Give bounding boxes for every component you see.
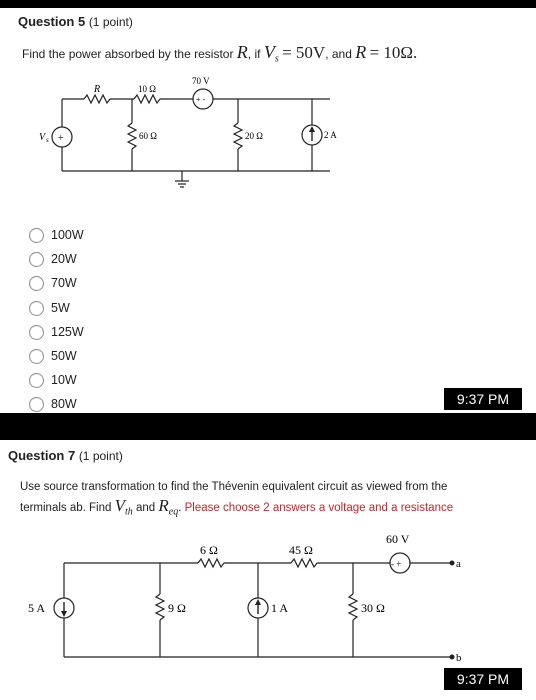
radio-button[interactable] — [29, 252, 44, 267]
q5-prompt: Find the power absorbed by the resistor R, if $V_s = 50V$, and R = 10Ω. — [22, 42, 418, 65]
label-6-ohm: 6 Ω — [200, 543, 218, 557]
resistor-9 — [156, 594, 164, 620]
radio-button[interactable] — [29, 276, 44, 291]
label-9-ohm: 9 Ω — [168, 601, 186, 615]
q5-title: Question 5 (1 point) — [18, 14, 133, 29]
top-bar — [0, 0, 536, 8]
label-60v: 60 V — [386, 532, 410, 546]
resistor-30 — [349, 594, 357, 620]
radio-button[interactable] — [29, 349, 44, 364]
radio-button[interactable] — [29, 325, 44, 340]
resistor-20 — [234, 123, 242, 149]
label-2a: 2 A — [324, 130, 337, 140]
resistor-6 — [198, 559, 224, 567]
label-30-ohm: 30 Ω — [361, 601, 385, 615]
label-vs: V — [39, 132, 46, 143]
terminal-a — [450, 561, 455, 566]
arrow-up-icon — [255, 599, 261, 605]
label-1a: 1 A — [271, 601, 289, 615]
label-5a: 5 A — [28, 601, 46, 615]
label-a: a — [456, 558, 461, 570]
option-100w[interactable]: 100W — [29, 225, 84, 245]
option-80w[interactable]: 80W — [29, 394, 77, 414]
radio-button[interactable] — [29, 301, 44, 316]
label-r: R — [94, 84, 101, 95]
arrow-down-icon — [61, 611, 67, 617]
label-20-ohm: 20 Ω — [245, 131, 263, 141]
timestamp: 9:37 PM — [444, 668, 522, 690]
radio-button[interactable] — [29, 397, 44, 412]
radio-button[interactable] — [29, 228, 44, 243]
option-50w[interactable]: 50W — [29, 346, 77, 366]
q7-instruction: Please choose 2 answers a voltage and a resistance — [184, 502, 454, 514]
resistor-10 — [134, 95, 160, 103]
q7-prompt-line2: terminals ab. Find $V_{th}$ and $R_{eq}$. Please choose 2 answers a voltage and a resistance — [20, 496, 454, 518]
q5-circuit-diagram — [30, 70, 350, 190]
label-45-ohm: 45 Ω — [289, 543, 313, 557]
source-polarity: - + — [391, 559, 402, 569]
q7-circuit-diagram — [20, 530, 470, 670]
resistor-60 — [128, 123, 136, 149]
label-10-ohm: 10 Ω — [138, 84, 156, 94]
screenshot-divider — [0, 413, 536, 440]
label-b: b — [456, 652, 462, 664]
q7-title: Question 7 (1 point) — [8, 448, 123, 463]
option-20w[interactable]: 20W — [29, 249, 77, 269]
timestamp: 9:37 PM — [444, 388, 522, 410]
label-60-ohm: 60 Ω — [139, 131, 157, 141]
resistor-45 — [291, 559, 317, 567]
svg-text:s: s — [46, 136, 49, 144]
label-70v: 70 V — [192, 76, 210, 86]
q7-prompt-line1: Use source transformation to find the Thévenin equivalent circuit as viewed from the — [20, 481, 448, 493]
svg-text:+: + — [58, 133, 64, 144]
source-polarity: + - — [196, 95, 206, 104]
radio-button[interactable] — [29, 373, 44, 388]
option-5w[interactable]: 5W — [29, 298, 70, 318]
question-7-panel — [0, 440, 536, 700]
terminal-b — [450, 655, 455, 660]
option-10w[interactable]: 10W — [29, 370, 77, 390]
option-70w[interactable]: 70W — [29, 273, 77, 293]
resistor-R — [84, 95, 110, 103]
option-125w[interactable]: 125W — [29, 322, 84, 342]
